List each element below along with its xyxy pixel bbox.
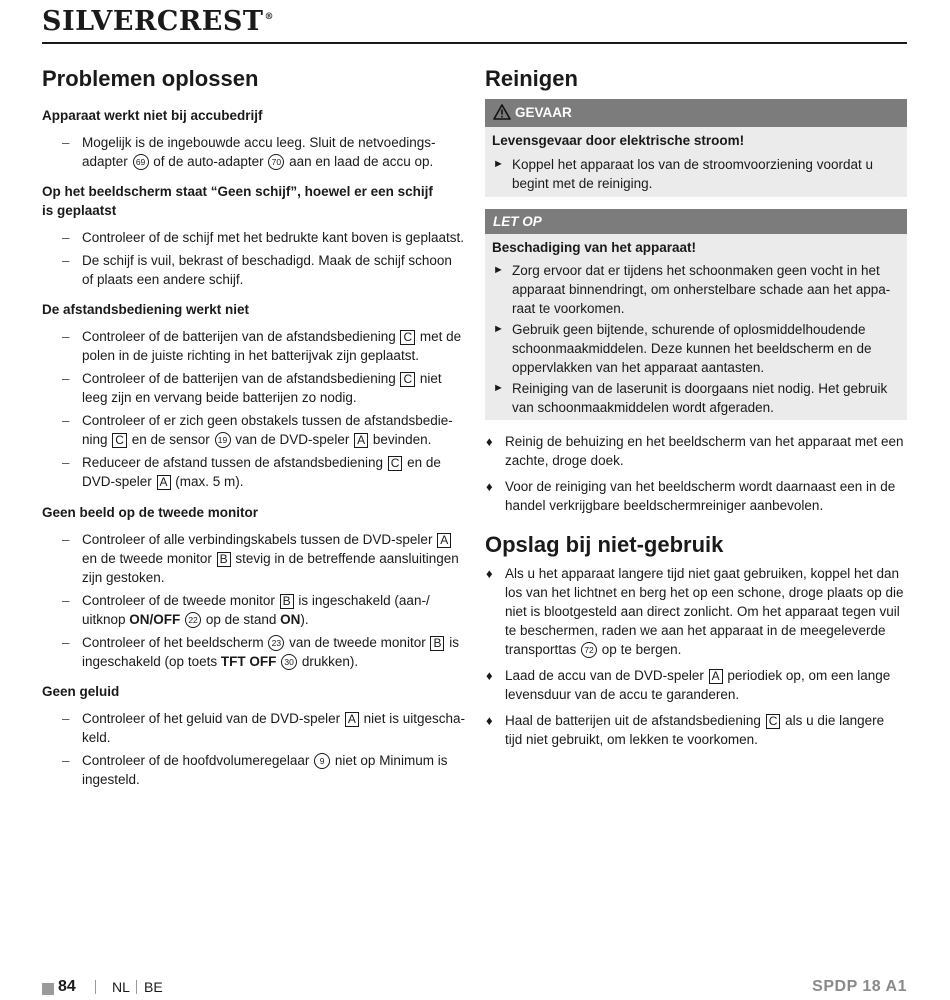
diamond-bullet-icon: ♦	[486, 434, 493, 449]
page-number: 84	[58, 978, 76, 995]
part-number: 70	[268, 154, 284, 170]
section-heading: Apparaat werkt niet bij accubedrijf	[42, 108, 263, 123]
footer-divider	[95, 980, 96, 994]
caution-title: Beschadiging van het apparaat!	[492, 240, 697, 255]
part-number: 72	[581, 642, 597, 658]
list-item: – Reduceer de afstand tussen de afstandsbediening C en de DVD-speler A (max. 5 m).	[62, 455, 441, 489]
danger-box	[485, 99, 907, 197]
page-title-troubleshooting: Problemen oplossen	[42, 66, 259, 91]
list-item: – Controleer of de batterijen van de afstandsbediening C met de polen in de juiste richting in het batterijvak zijn geplaatst.	[62, 329, 462, 363]
component-ref: C	[766, 714, 781, 729]
section-heading: De afstandsbediening werkt niet	[42, 302, 250, 317]
part-number: 23	[268, 635, 284, 651]
header-rule	[42, 42, 907, 44]
component-ref: B	[430, 636, 444, 651]
list-item: – Mogelijk is de ingebouwde accu leeg. Sluit de netvoedings- adapter 69 of de auto-adapter 70 aan en laad de accu op.	[62, 135, 436, 169]
component-ref: B	[217, 552, 231, 567]
page-title-storage: Opslag bij niet-gebruik	[485, 532, 724, 557]
component-ref: A	[354, 433, 368, 448]
arrow-bullet-icon: ►	[493, 158, 504, 170]
component-ref: A	[437, 533, 451, 548]
part-number: 9	[314, 753, 330, 769]
page-title-cleaning: Reinigen	[485, 66, 578, 91]
diamond-bullet-icon: ♦	[486, 713, 493, 728]
part-number: 69	[133, 154, 149, 170]
list-item: – Controleer of de schijf met het bedrukte kant boven is geplaatst.	[62, 230, 464, 245]
arrow-bullet-icon: ►	[493, 264, 504, 276]
arrow-bullet-icon: ►	[493, 382, 504, 394]
language-code: BE	[144, 979, 163, 995]
component-ref: A	[157, 475, 171, 490]
list-item: – Controleer of het beeldscherm 23 van de tweede monitor B is ingeschakeld (op toets TFT OFF 30 drukken).	[62, 635, 459, 669]
list-item: ♦ Laad de accu van de DVD-speler A periodiek op, om een lange levensduur van de accu te garanderen.	[486, 668, 891, 702]
diamond-bullet-icon: ♦	[486, 566, 493, 581]
section-heading: Geen beeld op de tweede monitor	[42, 505, 259, 520]
list-item: ♦ Voor de reiniging van het beeldscherm wordt daarnaast een in de handel verkrijgbare beeldschermreiniger aanbevolen.	[486, 479, 896, 513]
component-ref: C	[400, 372, 415, 387]
list-item: – Controleer of de batterijen van de afstandsbediening C niet leeg zijn en vervang beide batterijen zo nodig.	[62, 371, 442, 405]
diamond-bullet-icon: ♦	[486, 668, 493, 683]
footer-divider	[136, 980, 137, 994]
model-number: SPDP 18 A1	[812, 978, 907, 995]
cleaning-column	[485, 64, 907, 749]
list-item: – Controleer of de tweede monitor B is ingeschakeld (aan-/ uitknop ON/OFF 22 op de stand ON).	[62, 593, 430, 627]
page-footer	[42, 978, 907, 1000]
part-number: 30	[281, 654, 297, 670]
list-item: ► Gebruik geen bijtende, schurende of oplosmiddelhoudende schoonmaakmiddelen. Deze kunnen het beeldscherm en de oppervlakken van het apparaat aantasten.	[493, 322, 872, 375]
page-marker-icon	[42, 983, 54, 995]
list-item: ► Zorg ervoor dat er tijdens het schoonmaken geen vocht in het apparaat binnendringt, om onherstelbare schade aan het appa- raat te voorkomen.	[493, 263, 891, 316]
danger-title: Levensgevaar door elektrische stroom!	[492, 133, 745, 148]
language-code: NL	[112, 979, 130, 995]
list-item: ► Koppel het apparaat los van de stroomvoorziening voordat u begint met de reiniging.	[493, 157, 873, 191]
list-item: ► Reiniging van de laserunit is doorgaans niet nodig. Het gebruik van schoonmaakmiddelen wordt afgeraden.	[493, 381, 888, 415]
diamond-bullet-icon: ♦	[486, 479, 493, 494]
list-item: ♦ Reinig de behuizing en het beeldscherm van het apparaat met een zachte, droge doek.	[486, 434, 904, 468]
list-item: ♦ Haal de batterijen uit de afstandsbediening C als u die langere tijd niet gebruikt, om lekken te voorkomen.	[486, 713, 885, 747]
list-item: – De schijf is vuil, bekrast of beschadigd. Maak de schijf schoon of plaats een andere schijf.	[62, 253, 452, 287]
list-item: – Controleer of er zich geen obstakels tussen de afstandsbedie- ning C en de sensor 19 van de DVD-speler A bevinden.	[62, 413, 453, 447]
danger-header: GEVAAR	[485, 99, 907, 127]
component-ref: C	[400, 330, 415, 345]
arrow-bullet-icon: ►	[493, 323, 504, 335]
component-ref: A	[709, 669, 723, 684]
component-ref: A	[345, 712, 359, 727]
brand-logo: SILVERCREST®	[42, 6, 274, 37]
list-item: ♦ Als u het apparaat langere tijd niet gaat gebruiken, koppel het dan los van het lichtnet en berg het op een schone, droge plaats op die niet is blootgesteld aan direct zonlicht. Om het apparaat tegen vuil te beschermen, raden we aan het apparaat in de meegeleverde transporttas 72 op te bergen.	[486, 566, 904, 657]
component-ref: C	[388, 456, 403, 471]
troubleshooting-column	[42, 64, 466, 789]
caution-header: LET OP	[485, 209, 907, 234]
component-ref: C	[112, 433, 127, 448]
part-number: 19	[215, 432, 231, 448]
warning-triangle-icon	[493, 104, 511, 120]
section-heading: Op het beeldscherm staat “Geen schijf”, hoewel er een schijf is geplaatst	[42, 184, 433, 218]
list-item: – Controleer of het geluid van de DVD-speler A niet is uitgescha- keld.	[62, 711, 465, 745]
caution-box	[485, 209, 907, 420]
list-item: – Controleer of alle verbindingskabels tussen de DVD-speler A en de tweede monitor B stevig in de betreffende aansluitingen zijn gestoken.	[62, 532, 459, 585]
component-ref: B	[280, 594, 294, 609]
list-item: – Controleer of de hoofdvolumeregelaar 9 niet op Minimum is ingesteld.	[62, 753, 448, 787]
part-number: 22	[185, 612, 201, 628]
section-heading: Geen geluid	[42, 684, 120, 699]
